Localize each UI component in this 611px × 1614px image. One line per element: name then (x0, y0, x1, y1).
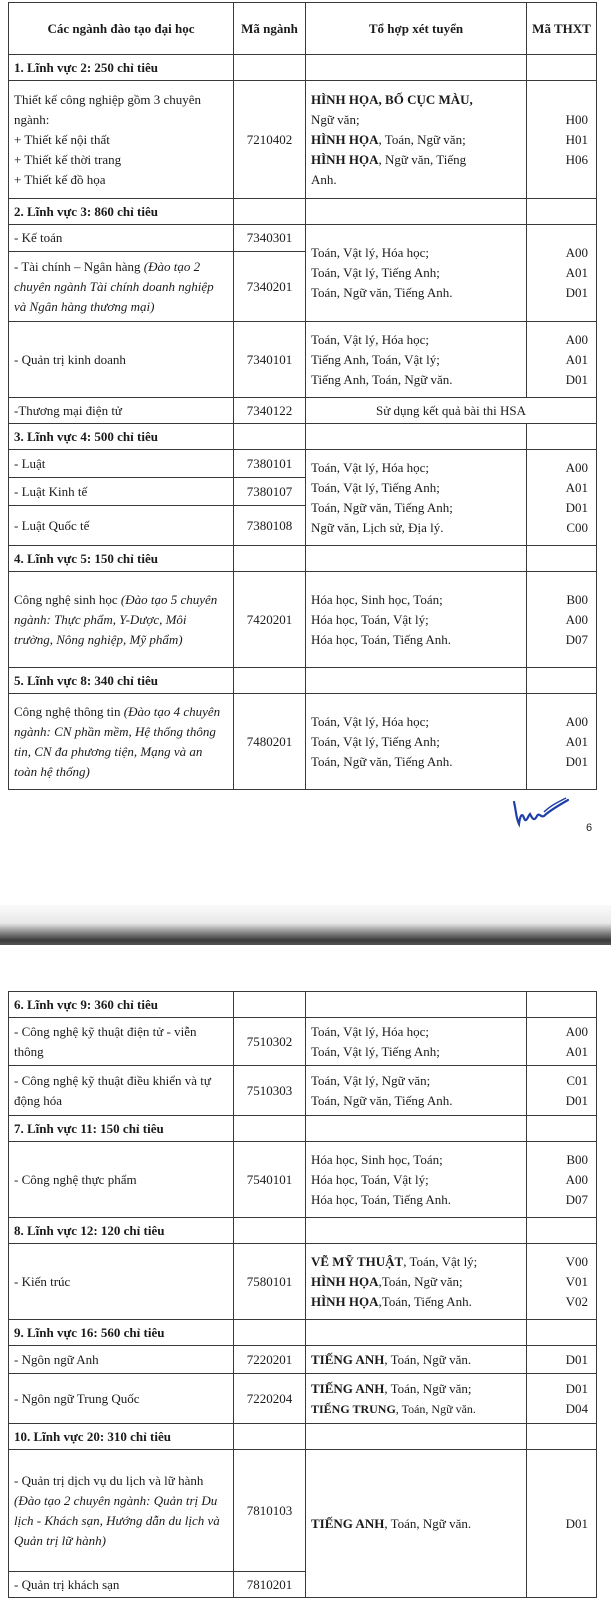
table-row (9, 1018, 597, 1066)
major-code: 7380101 (234, 450, 306, 478)
combination-list: Hóa học, Sinh học, Toán; Hóa học, Toán, Vật lý; Hóa học, Toán, Tiếng Anh. (306, 572, 527, 668)
major-code: 7220204 (234, 1374, 306, 1424)
major-name: Thiết kế công nghiệp gồm 3 chuyên ngành: + Thiết kế nội thất + Thiết kế thời trang + Thiết kế đồ họa (9, 81, 234, 199)
table-header-row (9, 3, 597, 55)
combination-codes: B00 A00 D07 (527, 1142, 597, 1218)
section-row (9, 1424, 597, 1450)
header-major-code: Mã ngành (234, 3, 306, 55)
major-name: - Tài chính – Ngân hàng (Đào tạo 2 chuyên ngành Tài chính doanh nghiệp và Ngân hàng thương mại) (9, 252, 234, 322)
table-row (9, 1142, 597, 1218)
table-row (9, 450, 597, 478)
section-row (9, 546, 597, 572)
signature-mark (510, 788, 572, 830)
page-number: 6 (586, 822, 593, 834)
combination-list: Toán, Vật lý, Hóa học; Toán, Vật lý, Tiếng Anh; (306, 1018, 527, 1066)
table-row (9, 1066, 597, 1116)
header-combination: Tổ hợp xét tuyển (306, 3, 527, 55)
section-title: 9. Lĩnh vực 16: 560 chỉ tiêu (9, 1320, 234, 1346)
table-row (9, 1346, 597, 1374)
section-row (9, 992, 597, 1018)
section-row (9, 1218, 597, 1244)
major-name: - Luật Kinh tế (9, 478, 234, 506)
major-name: - Công nghệ thực phẩm (9, 1142, 234, 1218)
section-title: 8. Lĩnh vực 12: 120 chỉ tiêu (9, 1218, 234, 1244)
major-code: 7340122 (234, 398, 306, 424)
major-name: - Quản trị khách sạn (9, 1572, 234, 1598)
major-code: 7510302 (234, 1018, 306, 1066)
major-name: - Công nghệ kỹ thuật điều khiển và tự động hóa (9, 1066, 234, 1116)
section-row (9, 1320, 597, 1346)
major-code: 7510303 (234, 1066, 306, 1116)
combination-list: TIẾNG ANH, Toán, Ngữ văn. (306, 1450, 527, 1598)
table-row (9, 1450, 597, 1572)
combination-list: Toán, Vật lý, Hóa học; Toán, Vật lý, Tiếng Anh; Toán, Ngữ văn, Tiếng Anh. (306, 694, 527, 790)
major-name: - Kế toán (9, 225, 234, 252)
section-row (9, 424, 597, 450)
table-row (9, 398, 597, 424)
major-code: 7580101 (234, 1244, 306, 1320)
section-row (9, 55, 597, 81)
table-row (9, 81, 597, 199)
major-name: - Ngôn ngữ Anh (9, 1346, 234, 1374)
combination-codes: C01 D01 (527, 1066, 597, 1116)
combination-codes: H00 H01 H06 (527, 81, 597, 199)
section-row (9, 199, 597, 225)
combination-list: Toán, Vật lý, Ngữ văn; Toán, Ngữ văn, Tiếng Anh. (306, 1066, 527, 1116)
section-title: 5. Lĩnh vực 8: 340 chỉ tiêu (9, 668, 234, 694)
major-code: 7220201 (234, 1346, 306, 1374)
major-code: 7340101 (234, 322, 306, 398)
table-row (9, 572, 597, 668)
major-name: Công nghệ sinh học (Đào tạo 5 chuyên ngành: Thực phẩm, Y-Dược, Môi trường, Nông nghiệp, Mỹ phẩm) (9, 572, 234, 668)
admission-table-page-2 (8, 991, 597, 1598)
section-row (9, 668, 597, 694)
major-code: 7540101 (234, 1142, 306, 1218)
major-code: 7810201 (234, 1572, 306, 1598)
section-title: 4. Lĩnh vực 5: 150 chỉ tiêu (9, 546, 234, 572)
combination-codes: A00 A01 D01 (527, 225, 597, 322)
major-code: 7380107 (234, 478, 306, 506)
combination-codes: B00 A00 D07 (527, 572, 597, 668)
combination-list: TIẾNG ANH, Toán, Ngữ văn. (306, 1346, 527, 1374)
major-code: 7380108 (234, 506, 306, 546)
table-row (9, 1244, 597, 1320)
major-name: - Kiến trúc (9, 1244, 234, 1320)
major-name: - Quản trị dịch vụ du lịch và lữ hành (Đào tạo 2 chuyên ngành: Quản trị Du lịch - Khách sạn, Hướng dẫn du lịch và Quản trị lữ hành) (9, 1450, 234, 1572)
section-row (9, 1116, 597, 1142)
header-majors: Các ngành đào tạo đại học (9, 3, 234, 55)
section-title: 1. Lĩnh vực 2: 250 chỉ tiêu (9, 55, 234, 81)
combination-list: Hóa học, Sinh học, Toán; Hóa học, Toán, Vật lý; Hóa học, Toán, Tiếng Anh. (306, 1142, 527, 1218)
section-title: 7. Lĩnh vực 11: 150 chỉ tiêu (9, 1116, 234, 1142)
section-title: 3. Lĩnh vực 4: 500 chỉ tiêu (9, 424, 234, 450)
combination-codes: D01 D04 (527, 1374, 597, 1424)
combination-codes: D01 (527, 1450, 597, 1598)
table-row (9, 322, 597, 398)
combination-list: Toán, Vật lý, Hóa học; Toán, Vật lý, Tiếng Anh; Toán, Ngữ văn, Tiếng Anh; Ngữ văn, Lịch sử, Địa lý. (306, 450, 527, 546)
combination-codes: A00 A01 D01 (527, 322, 597, 398)
combination-codes: D01 (527, 1346, 597, 1374)
admission-table-page-1 (8, 2, 597, 790)
major-code: 7340201 (234, 252, 306, 322)
table-row (9, 694, 597, 790)
combination-list: HÌNH HỌA, BỐ CỤC MÀU, Ngữ văn; HÌNH HỌA, Toán, Ngữ văn; HÌNH HỌA, Ngữ văn, Tiếng Anh. (306, 81, 527, 199)
major-code: 7480201 (234, 694, 306, 790)
combination-list: TIẾNG ANH, Toán, Ngữ văn; TIẾNG TRUNG, Toán, Ngữ văn. (306, 1374, 527, 1424)
table-row (9, 225, 597, 252)
combination-codes: V00 V01 V02 (527, 1244, 597, 1320)
combination-list: Toán, Vật lý, Hóa học; Tiếng Anh, Toán, Vật lý; Tiếng Anh, Toán, Ngữ văn. (306, 322, 527, 398)
major-name: - Công nghệ kỹ thuật điện tử - viễn thông (9, 1018, 234, 1066)
combination-codes: A00 A01 (527, 1018, 597, 1066)
combination-codes: A00 A01 D01 (527, 694, 597, 790)
combination-note: Sử dụng kết quả bài thi HSA (306, 398, 597, 424)
major-name: - Ngôn ngữ Trung Quốc (9, 1374, 234, 1424)
document-page-2 (0, 945, 611, 1614)
major-name: - Luật Quốc tế (9, 506, 234, 546)
major-name: -Thương mại điện tử (9, 398, 234, 424)
section-title: 10. Lĩnh vực 20: 310 chỉ tiêu (9, 1424, 234, 1450)
combination-codes: A00 A01 D01 C00 (527, 450, 597, 546)
combination-list: VẼ MỸ THUẬT, Toán, Vật lý; HÌNH HỌA,Toán, Ngữ văn; HÌNH HỌA,Toán, Tiếng Anh. (306, 1244, 527, 1320)
major-name: Công nghệ thông tin (Đào tạo 4 chuyên ngành: CN phần mềm, Hệ thống thông tin, CN đa phương tiện, Mạng và an toàn hệ thống) (9, 694, 234, 790)
major-code: 7210402 (234, 81, 306, 199)
major-name: - Quản trị kinh doanh (9, 322, 234, 398)
major-name: - Luật (9, 450, 234, 478)
page-break-band (0, 905, 611, 945)
combination-list: Toán, Vật lý, Hóa học; Toán, Vật lý, Tiếng Anh; Toán, Ngữ văn, Tiếng Anh. (306, 225, 527, 322)
major-code: 7810103 (234, 1450, 306, 1572)
major-code: 7340301 (234, 225, 306, 252)
section-title: 6. Lĩnh vực 9: 360 chỉ tiêu (9, 992, 234, 1018)
major-code: 7420201 (234, 572, 306, 668)
table-row (9, 1374, 597, 1424)
section-title: 2. Lĩnh vực 3: 860 chỉ tiêu (9, 199, 234, 225)
header-combination-code: Mã THXT (527, 3, 597, 55)
